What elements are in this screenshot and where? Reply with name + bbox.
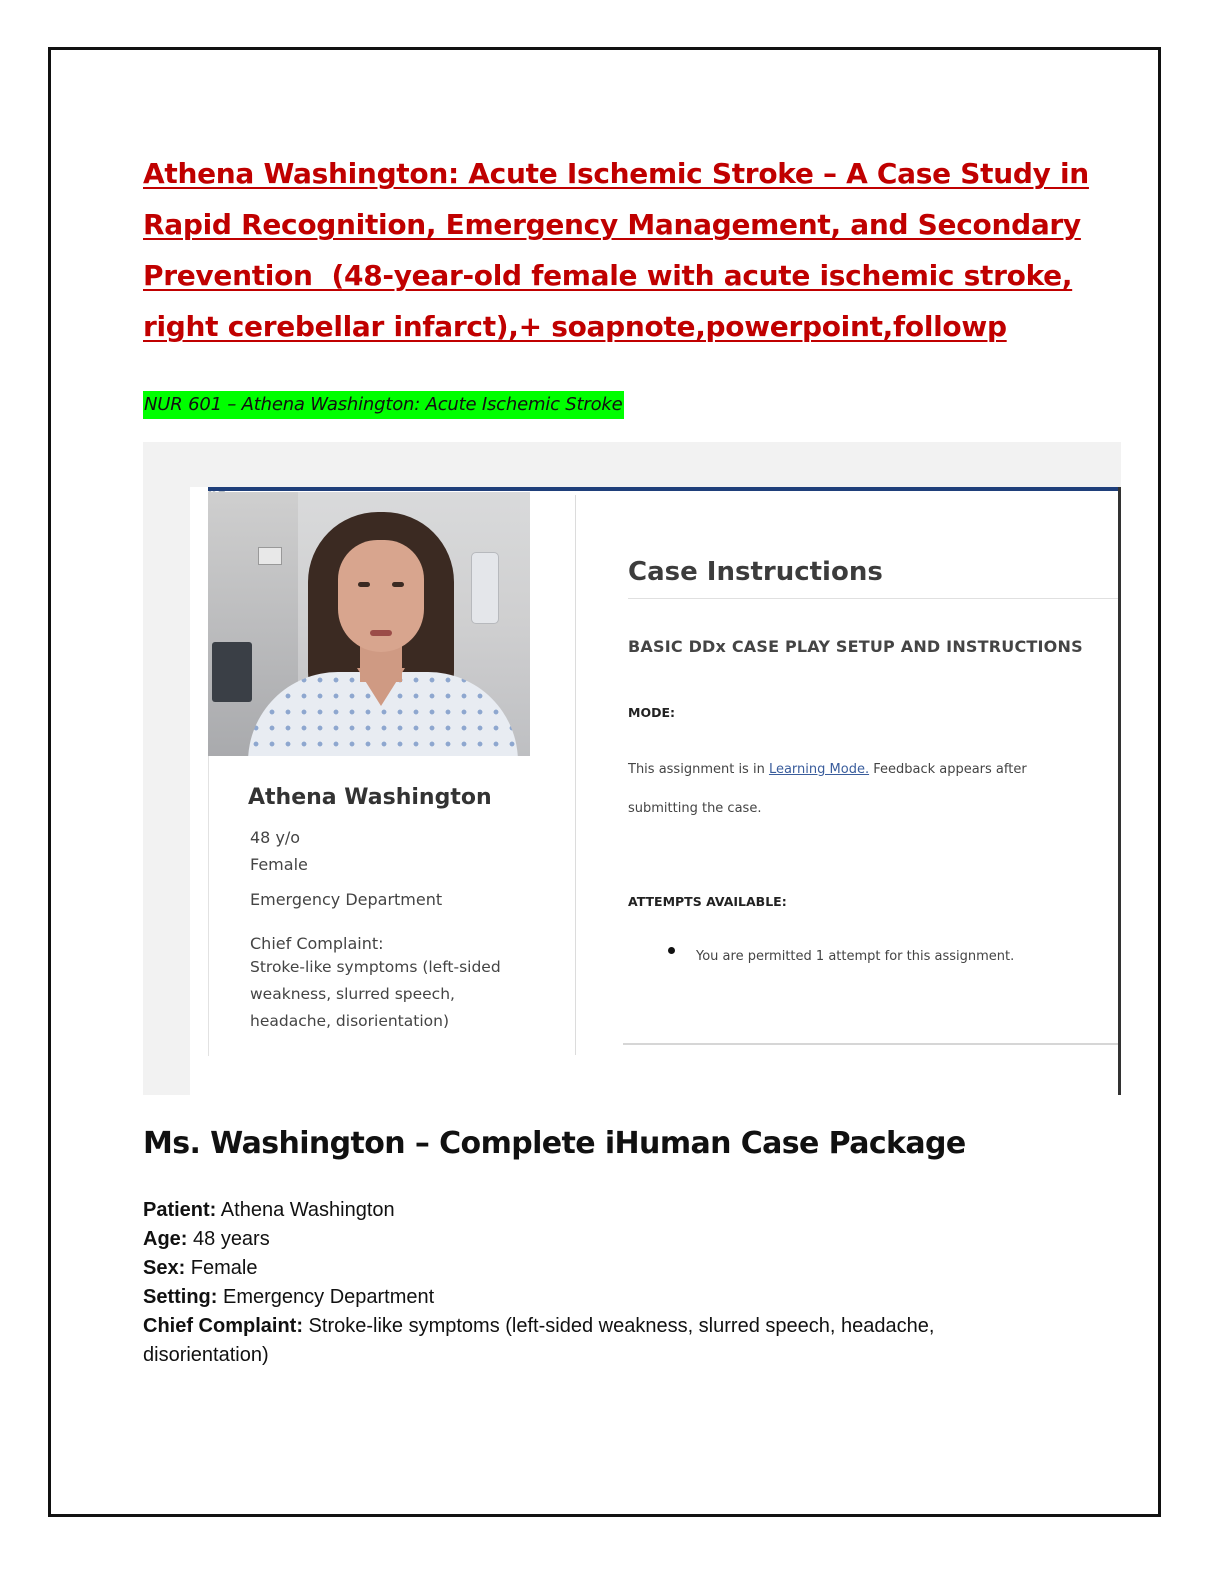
chief-complaint-text: Stroke-like symptoms (left-sided weakness, slurred speech, headache, disorientation) xyxy=(250,958,501,1030)
panel-divider xyxy=(575,495,576,1055)
case-instructions-title: Case Instructions xyxy=(628,557,883,587)
bullet-icon xyxy=(668,947,675,954)
right-edge-line xyxy=(1118,487,1121,1095)
patient-photo xyxy=(208,492,530,756)
wall-outlet-icon xyxy=(258,547,282,565)
title-line: right cerebellar infarct),+ soapnote,powerpoint,followp xyxy=(143,310,1007,343)
patient-age: 48 y/o xyxy=(250,828,301,847)
fact-age: Age: 48 years xyxy=(143,1228,270,1250)
screenshot-window xyxy=(190,487,1121,1095)
chief-complaint-label: Chief Complaint: xyxy=(250,934,384,953)
document-title xyxy=(143,148,1103,352)
monitor-icon xyxy=(212,642,252,702)
course-tag: NUR 601 – Athena Washington: Acute Ischemic Stroke xyxy=(143,391,624,419)
mode-label: MODE: xyxy=(628,705,675,720)
divider xyxy=(623,1043,1118,1045)
iv-bag-icon xyxy=(471,552,499,624)
fact-sex: Sex: Female xyxy=(143,1257,258,1279)
attempts-label: ATTEMPTS AVAILABLE: xyxy=(628,894,787,909)
patient-setting: Emergency Department xyxy=(250,890,443,909)
patient-name: Athena Washington xyxy=(248,785,492,810)
learning-mode-link[interactable]: Learning Mode. xyxy=(768,762,870,777)
instructions-subtitle: BASIC DDx CASE PLAY SETUP AND INSTRUCTIONS xyxy=(628,637,1083,656)
section-heading: Ms. Washington – Complete iHuman Case Package xyxy=(143,1126,966,1161)
window-top-bar xyxy=(208,487,1121,491)
fact-chief-complaint: Chief Complaint: Stroke-like symptoms (left-sided weakness, slurred speech, headache, disorientation) xyxy=(143,1315,935,1366)
fact-setting: Setting: Emergency Department xyxy=(143,1286,435,1308)
fact-patient: Patient: Athena Washington xyxy=(143,1199,395,1221)
attempts-text: You are permitted 1 attempt for this assignment. xyxy=(696,949,1015,964)
mode-text: This assignment is in Learning Mode. Feedback appears after submitting the case. xyxy=(628,762,1027,816)
title-line: Rapid Recognition, Emergency Management, and Secondary xyxy=(143,208,1081,241)
title-line: Prevention (48-year-old female with acute ischemic stroke, xyxy=(143,259,1073,292)
divider xyxy=(628,598,1118,599)
title-line: Athena Washington: Acute Ischemic Stroke – A Case Study in xyxy=(143,157,1089,190)
case-screenshot xyxy=(143,442,1121,1095)
patient-sex: Female xyxy=(250,855,308,874)
patient-facts xyxy=(143,1196,1043,1370)
